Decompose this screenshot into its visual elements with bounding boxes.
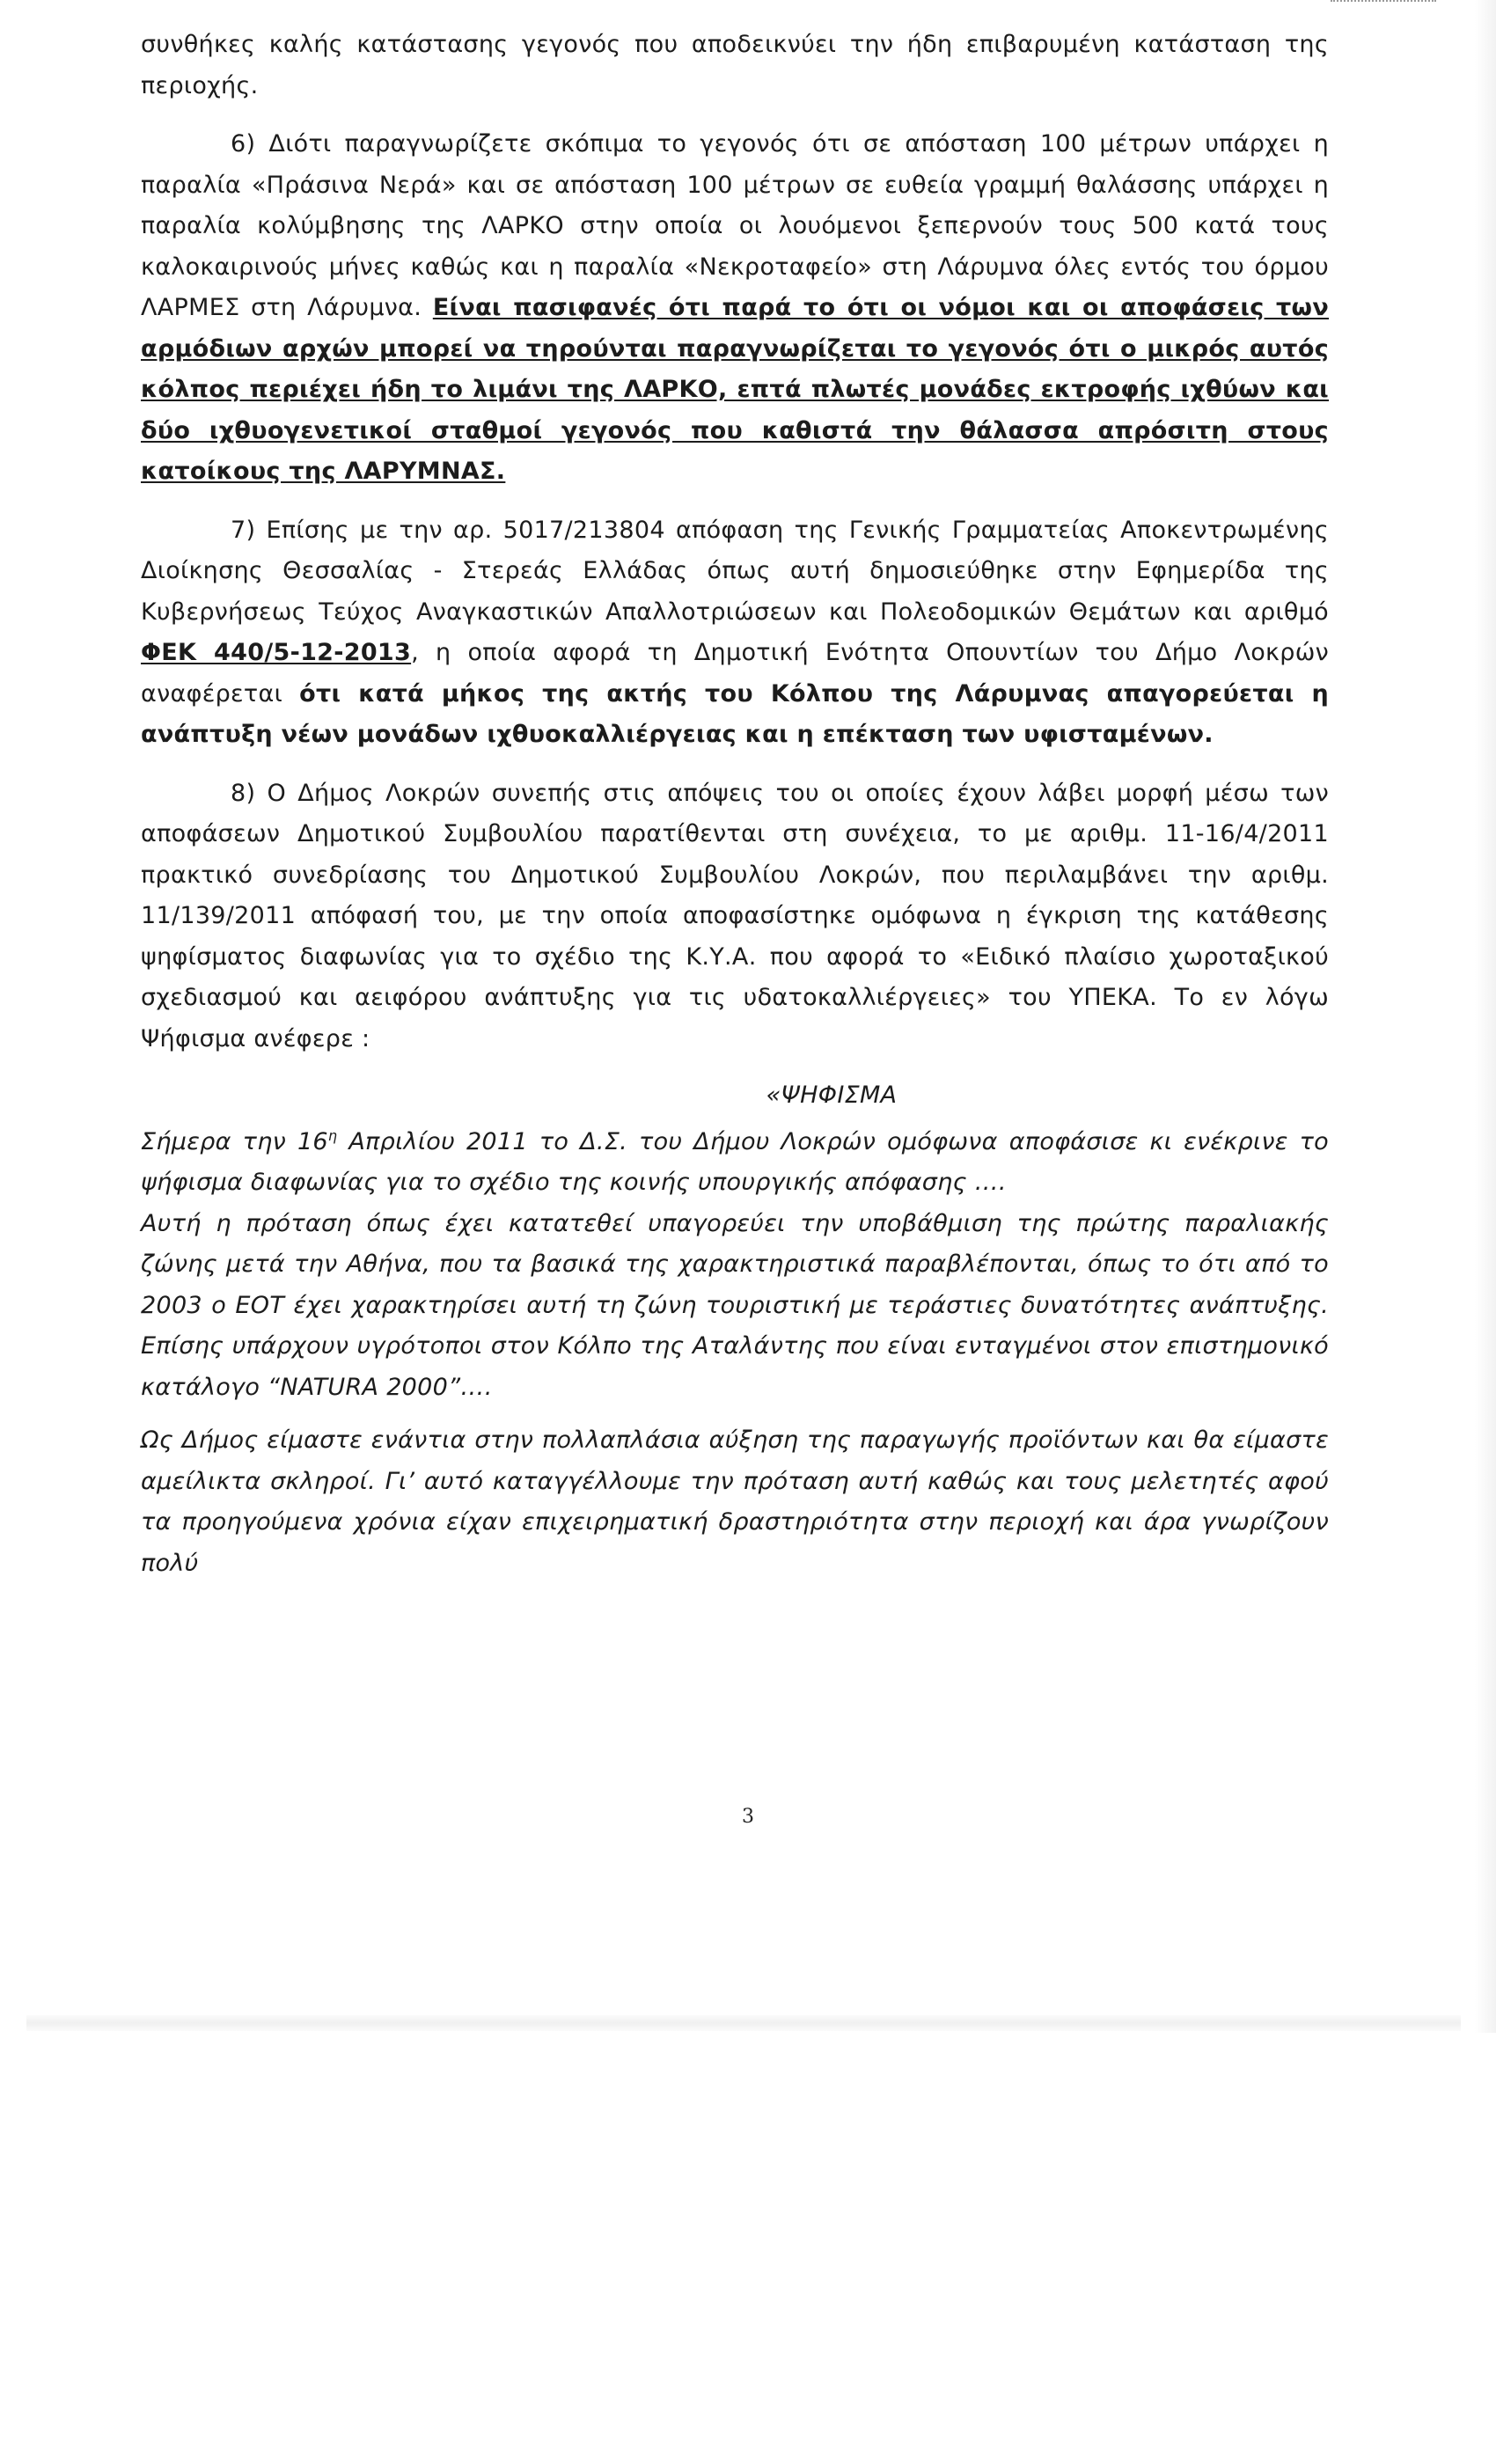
paragraph-6-text: 6) Διότι παραγνωρίζετε σκόπιμα το γεγονός ότι σε απόσταση 100 μέτρων υπάρχει η παραλία «Πράσινα Νερά» και σε απόσταση 100 μέτρων σε ευθεία γραμμή θαλάσσης υπάρχει η παραλία κολύμβησης της ΛΑΡΚΟ στην οποία οι λουόμενοι ξεπερνούν τους 500 κατά τους καλοκαιρινούς μήνες καθώς και η παραλία «Νεκροταφείο» στη Λάρυμνα όλες εντός του όρμου ΛΑΡΜΕΣ στη Λάρυμνα. bbox=[141, 130, 1329, 321]
paragraph-7-text-2: , η οποία αφορά τη Δημοτική Ενότητα Οπουντίων του Δήμο Λοκρών αναφέρεται bbox=[141, 639, 1329, 708]
resolution-paragraph-1 bbox=[141, 1122, 1329, 1204]
document-body bbox=[141, 25, 1329, 1584]
paragraph-7-emphasis: ότι κατά μήκος της ακτής του Κόλπου της Λάρυμνας απαγορεύεται η ανάπτυξη νέων μονάδων ιχθυοκαλλιέργειας και η επέκταση των υφισταμένων. bbox=[141, 679, 1329, 748]
resolution-title: «ΨΗΦΙΣΜΑ bbox=[766, 1082, 898, 1109]
paragraph-continuation: συνθήκες καλής κατάστασης γεγονός που αποδεικνύει την ήδη επιβαρυμένη κατάσταση της περιοχής. bbox=[141, 31, 1329, 99]
paragraph-6 bbox=[141, 124, 1329, 493]
page-number: 3 bbox=[742, 1806, 754, 1828]
resolution-paragraph-2: Αυτή η πρόταση όπως έχει κατατεθεί υπαγορεύει την υποβάθμιση της πρώτης παραλιακής ζώνης μετά την Αθήνα, που τα βασικά της χαρακτηριστικά παραβλέπονται, όπως το ότι από το 2003 ο ΕΟΤ έχει χαρακτηρίσει αυτή τη ζώνη τουριστική με τεράστιες δυνατότητες ανάπτυξης. Επίσης υπάρχουν υγρότοποι στον Κόλπο της Αταλάντης που είναι ενταγμένοι στον επιστημονικό κατάλογο “NATURA 2000”…. bbox=[141, 1209, 1329, 1401]
paragraph-7 bbox=[141, 510, 1329, 756]
scan-artifact-mark bbox=[1331, 0, 1436, 7]
scan-bottom-edge bbox=[26, 2015, 1461, 2031]
paragraph-8: 8) Ο Δήμος Λοκρών συνεπής στις απόψεις του οι οποίες έχουν λάβει μορφή μέσω των αποφάσεων Δημοτικού Συμβουλίου παρατίθενται στη συνέχεια, το με αριθμ. 11-16/4/2011 πρακτικό συνεδρίασης του Δημοτικού Συμβουλίου Λοκρών, που περιλαμβάνει την αριθμ. 11/139/2011 απόφασή του, με την οποία αποφασίστηκε ομόφωνα η έγκριση της κατάθεσης ψηφίσματος διαφωνίας για το σχέδιο της Κ.Υ.Α. που αφορά το «Ειδικό πλαίσιο χωροταξικού σχεδιασμού και αειφόρου ανάπτυξης για τις υδατοκαλλιέργειες» του ΥΠΕΚΑ. Το εν λόγω Ψήφισμα ανέφερε : bbox=[141, 779, 1329, 1052]
resolution-paragraph-1-text: Απριλίου 2011 το Δ.Σ. του Δήμου Λοκρών ομόφωνα αποφάσισε κι ενέκρινε το ψήφισμα διαφωνίας για το σχέδιο της κοινής υπουργικής απόφασης …. bbox=[141, 1127, 1329, 1196]
resolution-date-text: Σήμερα την 16 bbox=[141, 1127, 328, 1155]
paragraph-7-text-1: 7) Επίσης με την αρ. 5017/213804 απόφαση της Γενικής Γραμματείας Αποκεντρωμένης Διοίκησης Θεσσαλίας - Στερεάς Ελλάδας όπως αυτή δημοσιεύθηκε στην Εφημερίδα της Κυβερνήσεως Τεύχος Αναγκαστικών Απαλλοτριώσεων και Πολεοδομικών Θεμάτων και αριθμό bbox=[141, 516, 1329, 626]
paragraph-6-emphasis: Είναι πασιφανές ότι παρά το ότι οι νόμοι και οι αποφάσεις των αρμόδιων αρχών μπορεί να τηρούνται παραγνωρίζεται το γεγονός ότι ο μικρός αυτός κόλπος περιέχει ήδη το λιμάνι της ΛΑΡΚΟ, επτά πλωτές μονάδες εκτροφής ιχθύων και δύο ιχθυογενετικοί σταθμοί γεγονός που καθιστά την θάλασσα απρόσιτη στους κατοίκους της ΛΑΡΥΜΝΑΣ. bbox=[141, 294, 1330, 485]
fek-reference: ΦΕΚ 440/5-12-2013 bbox=[141, 639, 412, 666]
ordinal-suffix: η bbox=[327, 1126, 338, 1144]
scan-edge-shadow bbox=[1475, 0, 1496, 2033]
resolution-paragraph-3: Ως Δήμος είμαστε ενάντια στην πολλαπλάσια αύξηση της παραγωγής προϊόντων και θα είμαστε αμείλικτα σκληροί. Γι’ αυτό καταγγέλλουμε την πρόταση αυτή καθώς και τους μελετητές αφού τα προηγούμενα χρόνια είχαν επιχειρηματική δραστηριότητα στην περιοχή και άρα γνωρίζουν πολύ bbox=[141, 1426, 1329, 1577]
